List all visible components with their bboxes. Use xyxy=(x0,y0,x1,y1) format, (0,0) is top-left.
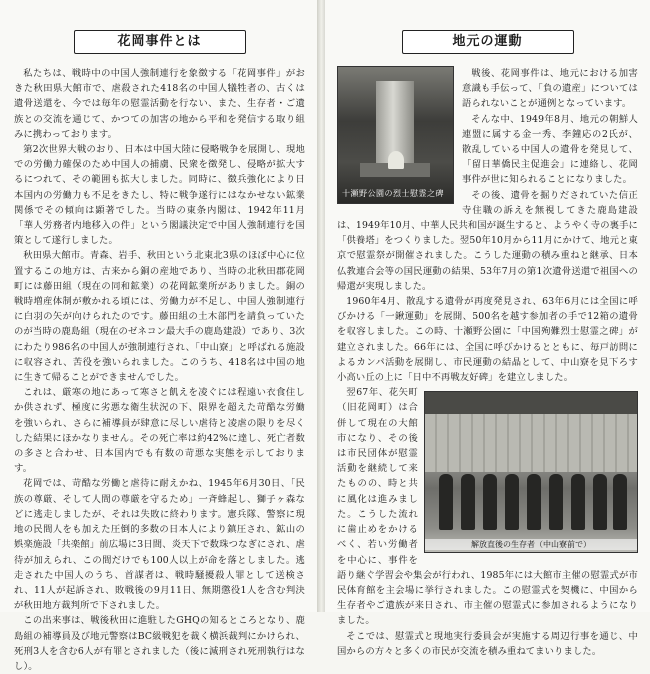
memorial-photo xyxy=(337,66,454,204)
survivor-figure xyxy=(483,474,497,530)
left-page xyxy=(0,0,318,672)
flower-offering xyxy=(388,151,404,169)
left-paragraph: 私たちは、戦時中の中国人強制連行を象徴する「花岡事件」がおきた秋田県大館市で、虐殺された418名の中国人犠牲者の、古くは遺骨送還を、今では毎年の慰霊活動を行ない、また、生存者・ご遺族との交流を通じて、かつての加害の地から平和を発信する取り組みに携わっております。 xyxy=(14,68,305,140)
building-wall xyxy=(425,414,637,472)
survivors-photo xyxy=(424,391,638,553)
memorial-photo-caption: 十瀬野公園の烈士慰霊之碑 xyxy=(342,189,444,198)
left-paragraph: この出来事は、戦後秋田に進駐したGHQの知るところとなり、鹿島組の補導員及び地元警察はBC級戦犯を裁く横浜裁判にかけられ、死刑3人を含む6人が有罪とされました（後に減刑され死刑執行はなし）。 xyxy=(14,615,305,672)
survivors-photo-caption: 解放直後の生存者（中山寮前で） xyxy=(425,539,637,550)
page-spine xyxy=(318,0,325,612)
right-paragraph: そこでは、慰霊式と現地実行委員会が実施する周辺行事を通じ、中国からの方々と多くの市民が交流を積み重ねてまいりました。 xyxy=(337,630,638,657)
left-paragraph: これは、厳寒の地にあって寒さと飢えを凌ぐには程遠い衣食住しか供されず、極度に劣悪な衛生状況の下、限界を超えた苛酷な労働を強いられ、さらに補導員が肆意に尽しい虐待と凌虐の限りを尽くした結果にほかなりません。その死亡率は約42%に達し、死亡者数の多さと合わせ、日本国内でも有数の苛悪な実態を示しております。 xyxy=(14,387,305,475)
left-section-title: 花岡事件とは xyxy=(74,30,246,54)
survivor-figure xyxy=(571,474,585,530)
right-section-title: 地元の運動 xyxy=(402,30,574,54)
left-paragraph: 花岡では、苛酷な労働と虐待に耐えかね、1945年6月30日、「民族の尊厳、そして人間の尊厳を守るため」一斉蜂起し、獅子ヶ森などに逃走しましたが、それは失敗に終わります。憲兵隊、警察に現地の民間人をも加えた圧倒的多数の日本人により鎮圧され、鉱山の娯楽施設「共楽館」前広場に3日間、炎天下で数珠つなぎにされ、虐待が加えられ、この間だけでも100人以上が命を落としました。逃走された中国人のうち、首謀者は、戦時騒擾殺人罪として送検され、11人が起訴され、敗戦後の9月11日、無期懲役1人を含む判決が秋田地方裁判所で下されました。 xyxy=(14,478,305,612)
right-body-text xyxy=(337,66,638,659)
right-paragraph: 翌67年、花矢町（旧花岡町）は合併して現在の大館市になり、その後は市民団体が慰霊活動を継続して来たものの、時と共に風化は進みました。こうした流れに歯止めをかけるべく、若い労働者を中心に、事件を語り継ぐ学習会や集会が行われ、1985年には大館市主催の慰霊式が市民体育館を主会場に挙行されました。この慰霊式を契機に、中国から生存者やご遺族が来日され、市主催の慰霊式に参加されるようになりました。 xyxy=(337,387,638,627)
survivor-figure xyxy=(613,474,627,530)
right-paragraph: 戦後、花岡事件は、地元における加害意識も手伝って、「負の遺産」については語られないことが通例となっています。 xyxy=(462,68,638,110)
right-paragraph: そんな中、1949年8月、地元の朝鮮人連盟に属する金一秀、李鐘応の2氏が、散乱している中国人の遺骨を発見して、「留日華僑民主促進会」に連絡し、花岡事件が世に知られることになりました。 xyxy=(462,113,638,186)
left-paragraph: 秋田県大館市。青森、岩手、秋田という北東北3県のほぼ中心に位置するこの地方は、古来から銅の産地であり、当時の北秋田郡花岡町には藤田組（現在の同和鉱業）の花岡鉱業所がありました。銅の戦時増産体制が敷かれる頃には、労働力が不足し、中国人強制連行に白羽の矢が向けられたのです。藤田組の土木部門を請負っていたのが当時の鹿島組（現在のゼネコン最大手の鹿島建設）であり、3次にわたり986名の中国人が強制連行され、「中山寮」と呼ばれる施設に収容され、苦役を強いられました。このうち、418名は中国の地に生きて帰ることができませんでした。 xyxy=(14,250,305,384)
building-roof xyxy=(425,392,637,414)
survivor-figure xyxy=(527,474,541,530)
survivor-figure xyxy=(439,474,453,530)
right-paragraph: その後、遺骨を掘りだされていた信正寺住職の訴えを無視してきた鹿島建設は、1949年10月、中華人民共和国が誕生すると、ようやく寺の裏手に「供養塔」をつくりました。翌50年10月から11月にかけて、地元と東京で慰霊祭が開催されました。こうした運動の積み重ねと継承、日本仏教連合会等の国民運動の結果、53年7月の第1次遺骨送還で祖国への帰還が実現しました。 xyxy=(337,189,638,292)
survivor-figure xyxy=(505,474,519,530)
left-body-text xyxy=(14,66,305,674)
survivor-figure xyxy=(593,474,607,530)
survivor-figure xyxy=(461,474,475,530)
right-paragraph: 1960年4月、散乱する遺骨が再度発見され、63年6月には全国に呼びかける「一鍬運動」を展開、500名を越す参加者の手で12箱の遺骨を収容しました。この時、十瀬野公園に「中国殉難烈士慰霊之碑」が建立されました。66年には、全国に呼びかけるとともに、毎戸訪問によるカンパ活動を展開し、市民運動の結晶として、中山寮を見下ろす小高い丘の上に「日中不再戦友好碑」を建立しました。 xyxy=(337,296,638,384)
right-page xyxy=(325,0,650,657)
survivor-figure xyxy=(549,474,563,530)
left-paragraph: 第2次世界大戦のおり、日本は中国大陸に侵略戦争を展開し、現地での労働力確保のため中国人の捕虜、民衆を徴発し、侵略が拡大するにつれて、その範囲も拡大しました。同時に、徴兵強化により日本国内の労働力も不足をきたし、特に戦争遂行にはなかせない鉱業関係でその傾向は顕著でした。当時の東条内閣は、1942年11月「華人労務者内地移入の件」という閣議決定で中国人強制連行を国策として遂行しました。 xyxy=(14,144,305,247)
